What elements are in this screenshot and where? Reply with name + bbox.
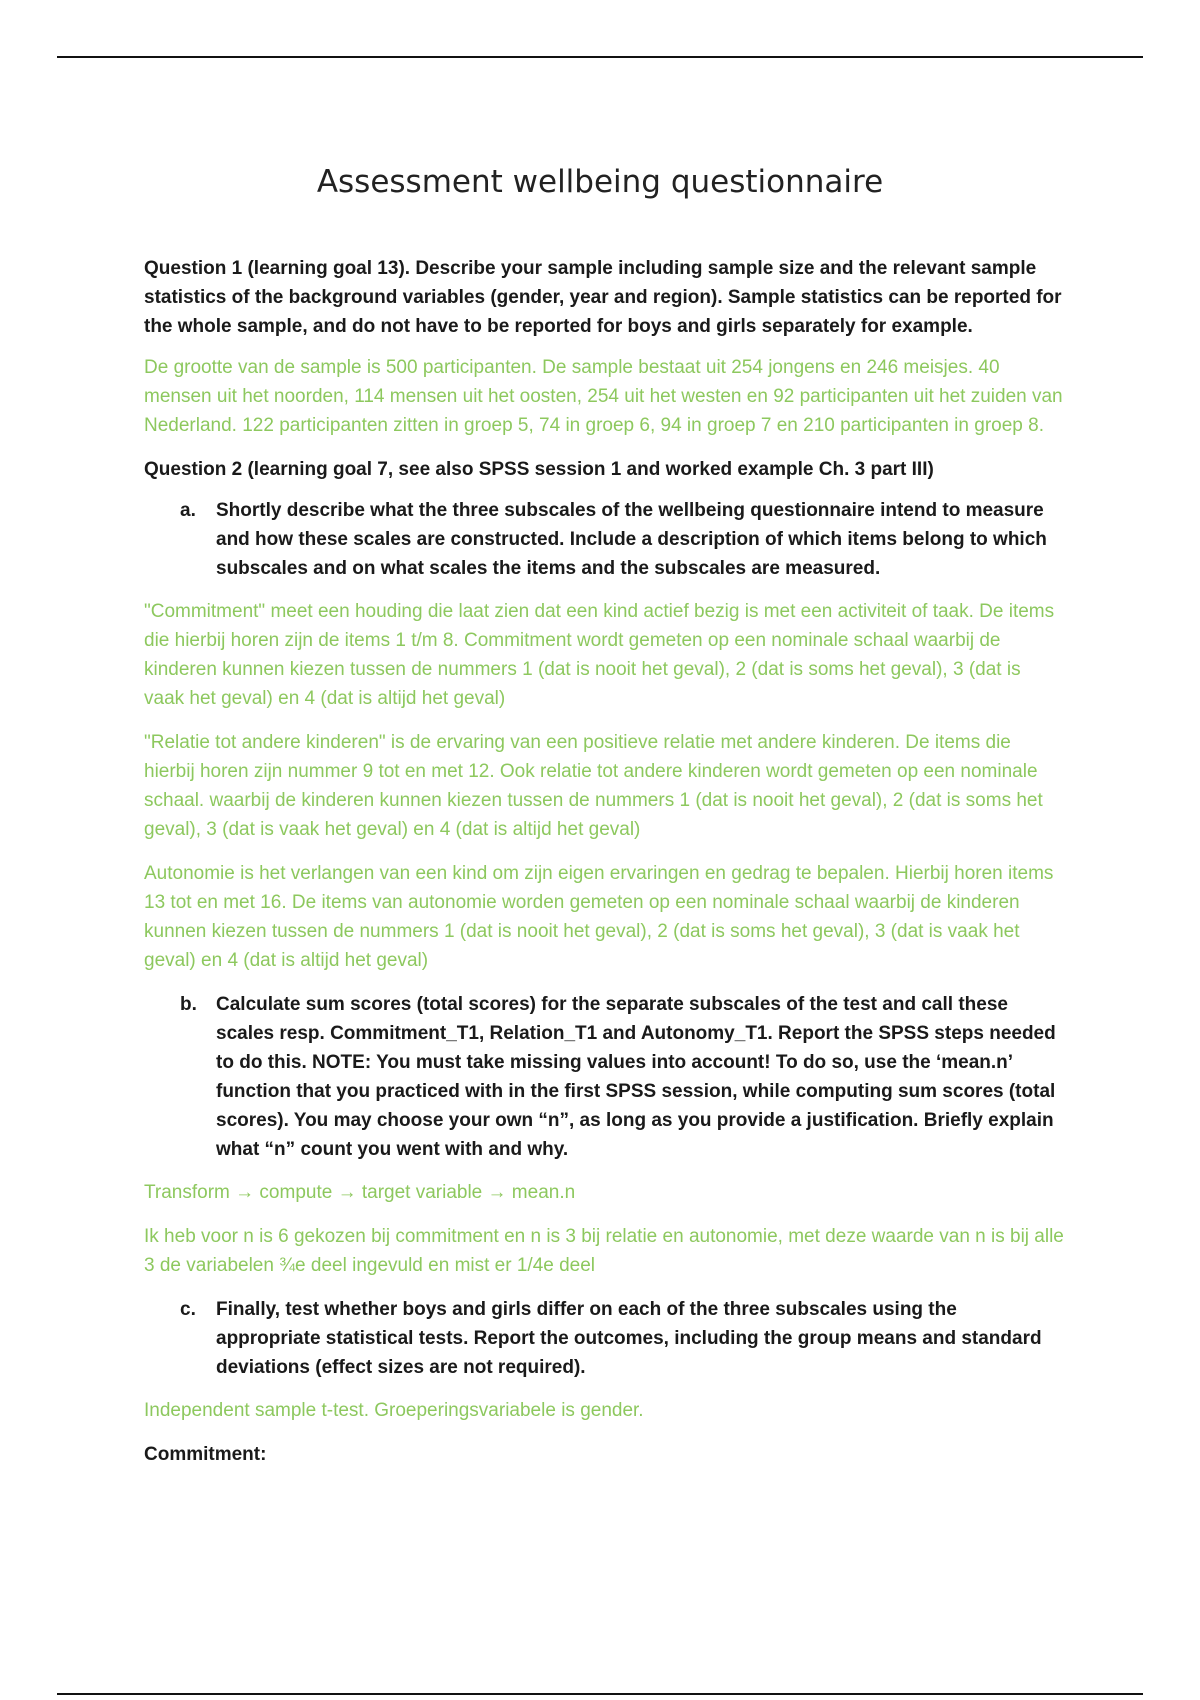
question-2: Question 2 (learning goal 7, see also SPSS session 1 and worked example Ch. 3 part III) — [144, 459, 934, 480]
commitment-heading: Commitment: — [144, 1444, 267, 1465]
top-rule — [57, 56, 1143, 58]
answer-2c-test: Independent sample t-test. Groeperingsvariabele is gender. — [144, 1400, 644, 1421]
bottom-rule — [57, 1693, 1143, 1695]
page-title: Assessment wellbeing questionnaire — [316, 164, 884, 200]
answer-2b-steps: Transform → compute → target variable → mean.n — [144, 1182, 576, 1203]
question-2b-text: Calculate sum scores (total scores) for the separate subscales of the test and call these scales resp. Commitment_T1, Relation_T1 and Autonomy_T1. Report the SPSS steps needed to do this. NOTE: You must take missing values into account! To do so, use the ‘mean.n’ function that you practiced with in the first SPSS session, while computing sum scores (total scores). You may choose your own “n”, as long as you provide a justification. Briefly explain what “n” count you went with and why. — [216, 994, 1056, 1160]
question-2b-label: b. — [180, 994, 197, 1015]
question-2c-label: c. — [180, 1299, 196, 1320]
question-2b — [180, 990, 1064, 1164]
question-2c-text: Finally, test whether boys and girls differ on each of the three subscales using the appropriate statistical tests. Report the outcomes, including the group means and standard deviations (effect sizes are not required). — [216, 1299, 1042, 1378]
question-2a-label: a. — [180, 500, 196, 521]
answer-2a-relation: "Relatie tot andere kinderen" is de ervaring van een positieve relatie met andere kinderen. De items die hierbij horen zijn nummer 9 tot en met 12. Ook relatie tot andere kinderen wordt gemeten op een nominale schaal. waarbij de kinderen kunnen kiezen tussen de nummers 1 (dat is nooit het geval), 2 (dat is soms het geval), 3 (dat is vaak het geval) en 4 (dat is altijd het geval) — [144, 732, 1043, 840]
question-1: Question 1 (learning goal 13). Describe your sample including sample size and the relevant sample statistics of the background variables (gender, year and region). Sample statistics can be reported for the whole sample, and do not have to be reported for boys and girls separately for example. — [144, 258, 1062, 337]
question-2c — [180, 1295, 1064, 1382]
question-2a — [180, 496, 1064, 583]
answer-2a-commitment: "Commitment" meet een houding die laat zien dat een kind actief bezig is met een activiteit of taak. De items die hierbij horen zijn de items 1 t/m 8. Commitment wordt gemeten op een nominale schaal waarbij de kinderen kunnen kiezen tussen de nummers 1 (dat is nooit het geval), 2 (dat is soms het geval), 3 (dat is vaak het geval) en 4 (dat is altijd het geval) — [144, 601, 1055, 709]
answer-2b-justification: Ik heb voor n is 6 gekozen bij commitment en n is 3 bij relatie en autonomie, met deze waarde van n is bij alle 3 de variabelen ¾e deel ingevuld en mist er 1/4e deel — [144, 1226, 1064, 1276]
answer-2a-autonomy: Autonomie is het verlangen van een kind om zijn eigen ervaringen en gedrag te bepalen. Hierbij horen items 13 tot en met 16. De items van autonomie worden gemeten op een nominale schaal waarbij de kinderen kunnen kiezen tussen de nummers 1 (dat is nooit het geval), 2 (dat is soms het geval), 3 (dat is vaak het geval) en 4 (dat is altijd het geval) — [144, 863, 1054, 971]
document-body — [144, 254, 1064, 1481]
answer-1: De grootte van de sample is 500 participanten. De sample bestaat uit 254 jongens en 246 meisjes. 40 mensen uit het noorden, 114 mensen uit het oosten, 254 uit het westen en 92 participanten uit het zuiden van Nederland. 122 participanten zitten in groep 5, 74 in groep 6, 94 in groep 7 en 210 participanten in groep 8. — [144, 357, 1063, 436]
question-2a-text: Shortly describe what the three subscales of the wellbeing questionnaire intend to measure and how these scales are constructed. Include a description of which items belong to which subscales and on what scales the items and the subscales are measured. — [216, 500, 1047, 579]
